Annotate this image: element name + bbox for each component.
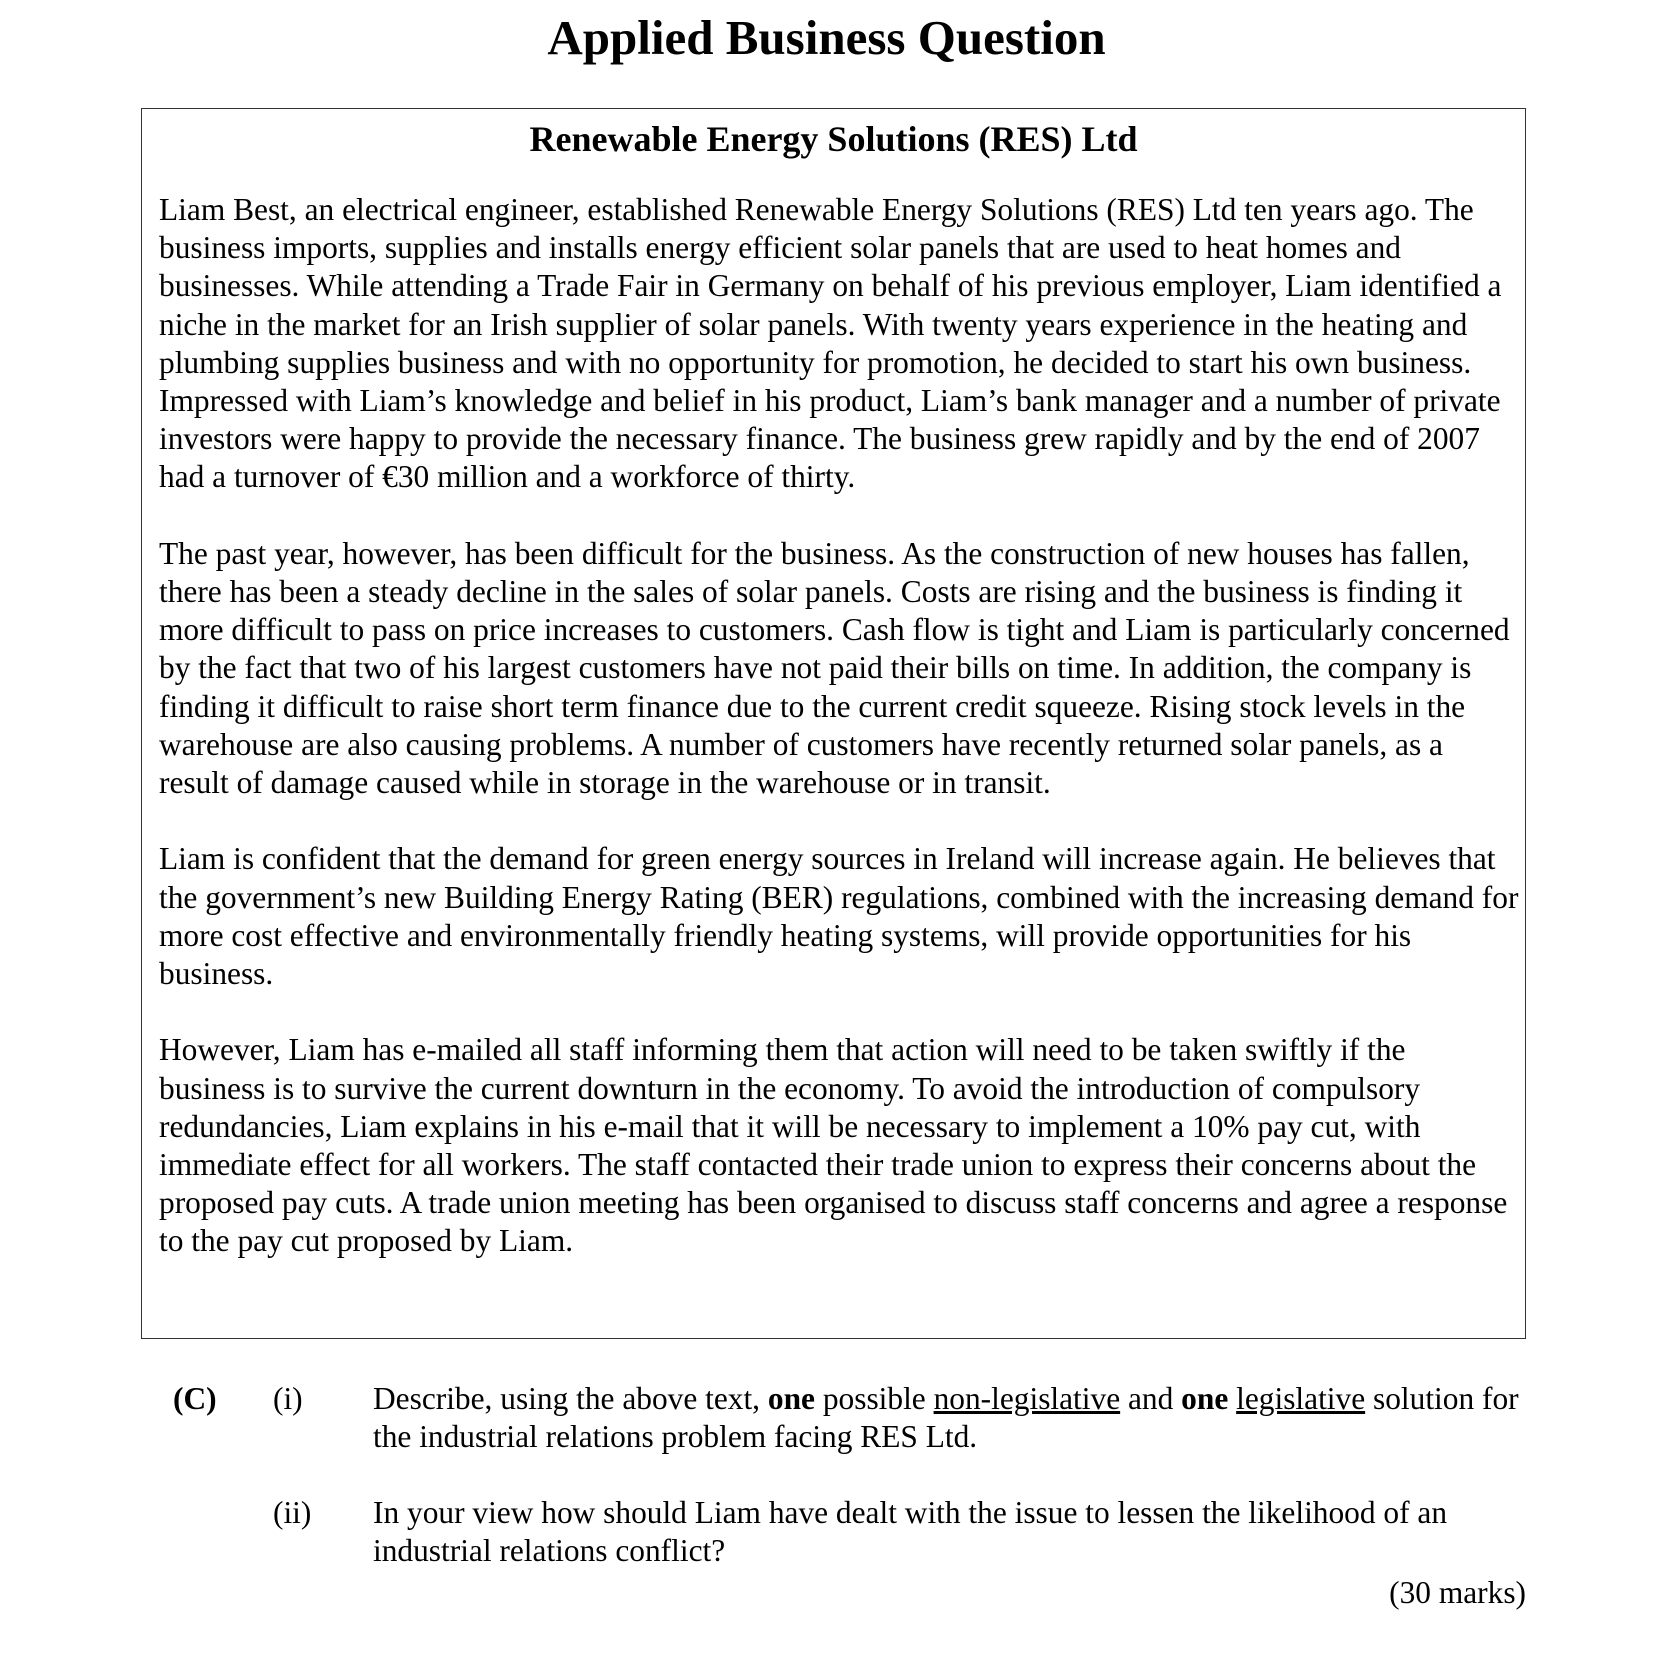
case-paragraph-4: However, Liam has e-mailed all staff informing them that action will need to be taken swiftly if the business is to survive the current downturn in the economy. To avoid the introduction of compulsory redundancies, Liam explains in his e-mail that it will be necessary to implement a 10% pay cut, with immediate effect for all workers. The staff contacted their trade union to express their concerns about the proposed pay cuts. A trade union meeting has been organised to discuss staff concerns and agree a response to the pay cut proposed by Liam. — [159, 1032, 1508, 1259]
emphasis-one: one — [767, 1381, 815, 1416]
case-study-title: Renewable Energy Solutions (RES) Ltd — [529, 119, 1138, 159]
question-text-i: Describe, using the above text, one possible non-legislative and one legislative solution for the industrial relations problem facing RES Ltd. — [373, 1381, 1519, 1455]
section-label: (C) — [173, 1381, 217, 1416]
case-paragraph-1: Liam Best, an electrical engineer, established Renewable Energy Solutions (RES) Ltd ten years ago. The business imports, supplies and installs energy efficient solar panels that are used to heat homes and businesses. While attending a Trade Fair in Germany on behalf of his previous employer, Liam identified a niche in the market for an Irish supplier of solar panels. With twenty years experience in the heating and plumbing supplies business and with no opportunity for promotion, he decided to start his own business. Impressed with Liam’s knowledge and belief in his product, Liam’s bank manager and a number of private investors were happy to provide the necessary finance. The business grew rapidly and by the end of 2007 had a turnover of €30 million and a workforce of thirty. — [159, 192, 1502, 495]
case-study-box — [141, 108, 1526, 1339]
case-paragraph-3: Liam is confident that the demand for green energy sources in Ireland will increase again. He believes that the government’s new Building Energy Rating (BER) regulations, combined with the increasing demand for more cost effective and environmentally friendly heating systems, will provide opportunities for his business. — [159, 841, 1519, 992]
underlined-non-legislative: non-legislative — [933, 1381, 1121, 1416]
case-paragraph-2: The past year, however, has been difficult for the business. As the construction of new houses has fallen, there has been a steady decline in the sales of solar panels. Costs are rising and the business is finding it more difficult to pass on price increases to customers. Cash flow is tight and Liam is particularly concerned by the fact that two of his largest customers have not paid their bills on time. In addition, the company is finding it difficult to raise short term finance due to the current credit squeeze. Rising stock levels in the warehouse are also causing problems. A number of customers have recently returned solar panels, as a result of damage caused while in storage in the warehouse or in transit. — [159, 535, 1510, 801]
question-number-i: (i) — [273, 1381, 303, 1416]
emphasis-one: one — [1181, 1381, 1229, 1416]
marks-label: (30 marks) — [1389, 1575, 1526, 1610]
question-number-ii: (ii) — [273, 1495, 312, 1530]
case-study-body — [159, 191, 1519, 1299]
question-text-ii: In your view how should Liam have dealt with the issue to lessen the likelihood of an industrial relations conflict? — [373, 1495, 1448, 1569]
page-title: Applied Business Question — [547, 10, 1106, 65]
underlined-legislative: legislative — [1236, 1381, 1366, 1416]
